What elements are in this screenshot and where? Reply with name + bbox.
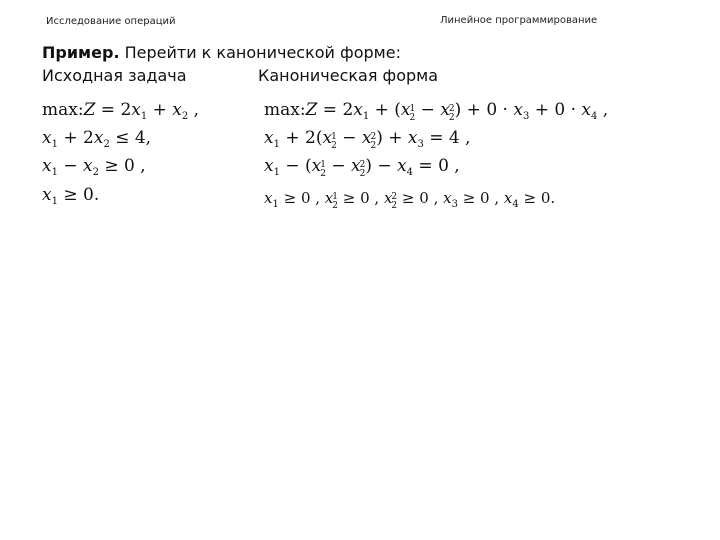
example-text: Перейти к канонической форме:	[119, 43, 401, 62]
example-heading	[42, 43, 401, 62]
header-course-title: Исследование операций	[46, 16, 176, 27]
canonical-nonnegativity: $x_1 \ge 0$ , x 1 2 ≥ 0 , x 2 2 ≥ 0 , $x_3 \ge 0$ , $x_4 \ge 0$.	[264, 189, 556, 211]
original-nonnegativity: $x_1 \ge 0$.	[42, 185, 100, 207]
canonical-objective: max:Z = $2x_1 + (x$ 1 2 − x 2 2 ) + $0 \cdot x_3 + 0 \cdot x_4$ ,	[264, 100, 609, 123]
canonical-constraint-2: $x_1 - (x$ 1 2 − x 2 2 ) − $x_4 = 0$ ,	[264, 156, 460, 179]
original-problem-heading: Исходная задача	[42, 66, 187, 85]
header-topic-title: Линейное программирование	[440, 15, 598, 26]
example-label: Пример.	[42, 43, 120, 62]
canonical-form-heading: Каноническая форма	[258, 66, 439, 85]
canonical-constraint-1: $x_1 + 2(x$ 1 2 − x 2 2 ) + $x_3 = 4$ ,	[264, 128, 471, 151]
original-objective: max:Z = $2x_1 + x_2$ ,	[42, 100, 200, 122]
original-constraint-2: $x_1 - x_2 \ge 0$ ,	[42, 156, 146, 178]
original-constraint-1: $x_1 + 2x_2 \le 4$,	[42, 128, 152, 150]
